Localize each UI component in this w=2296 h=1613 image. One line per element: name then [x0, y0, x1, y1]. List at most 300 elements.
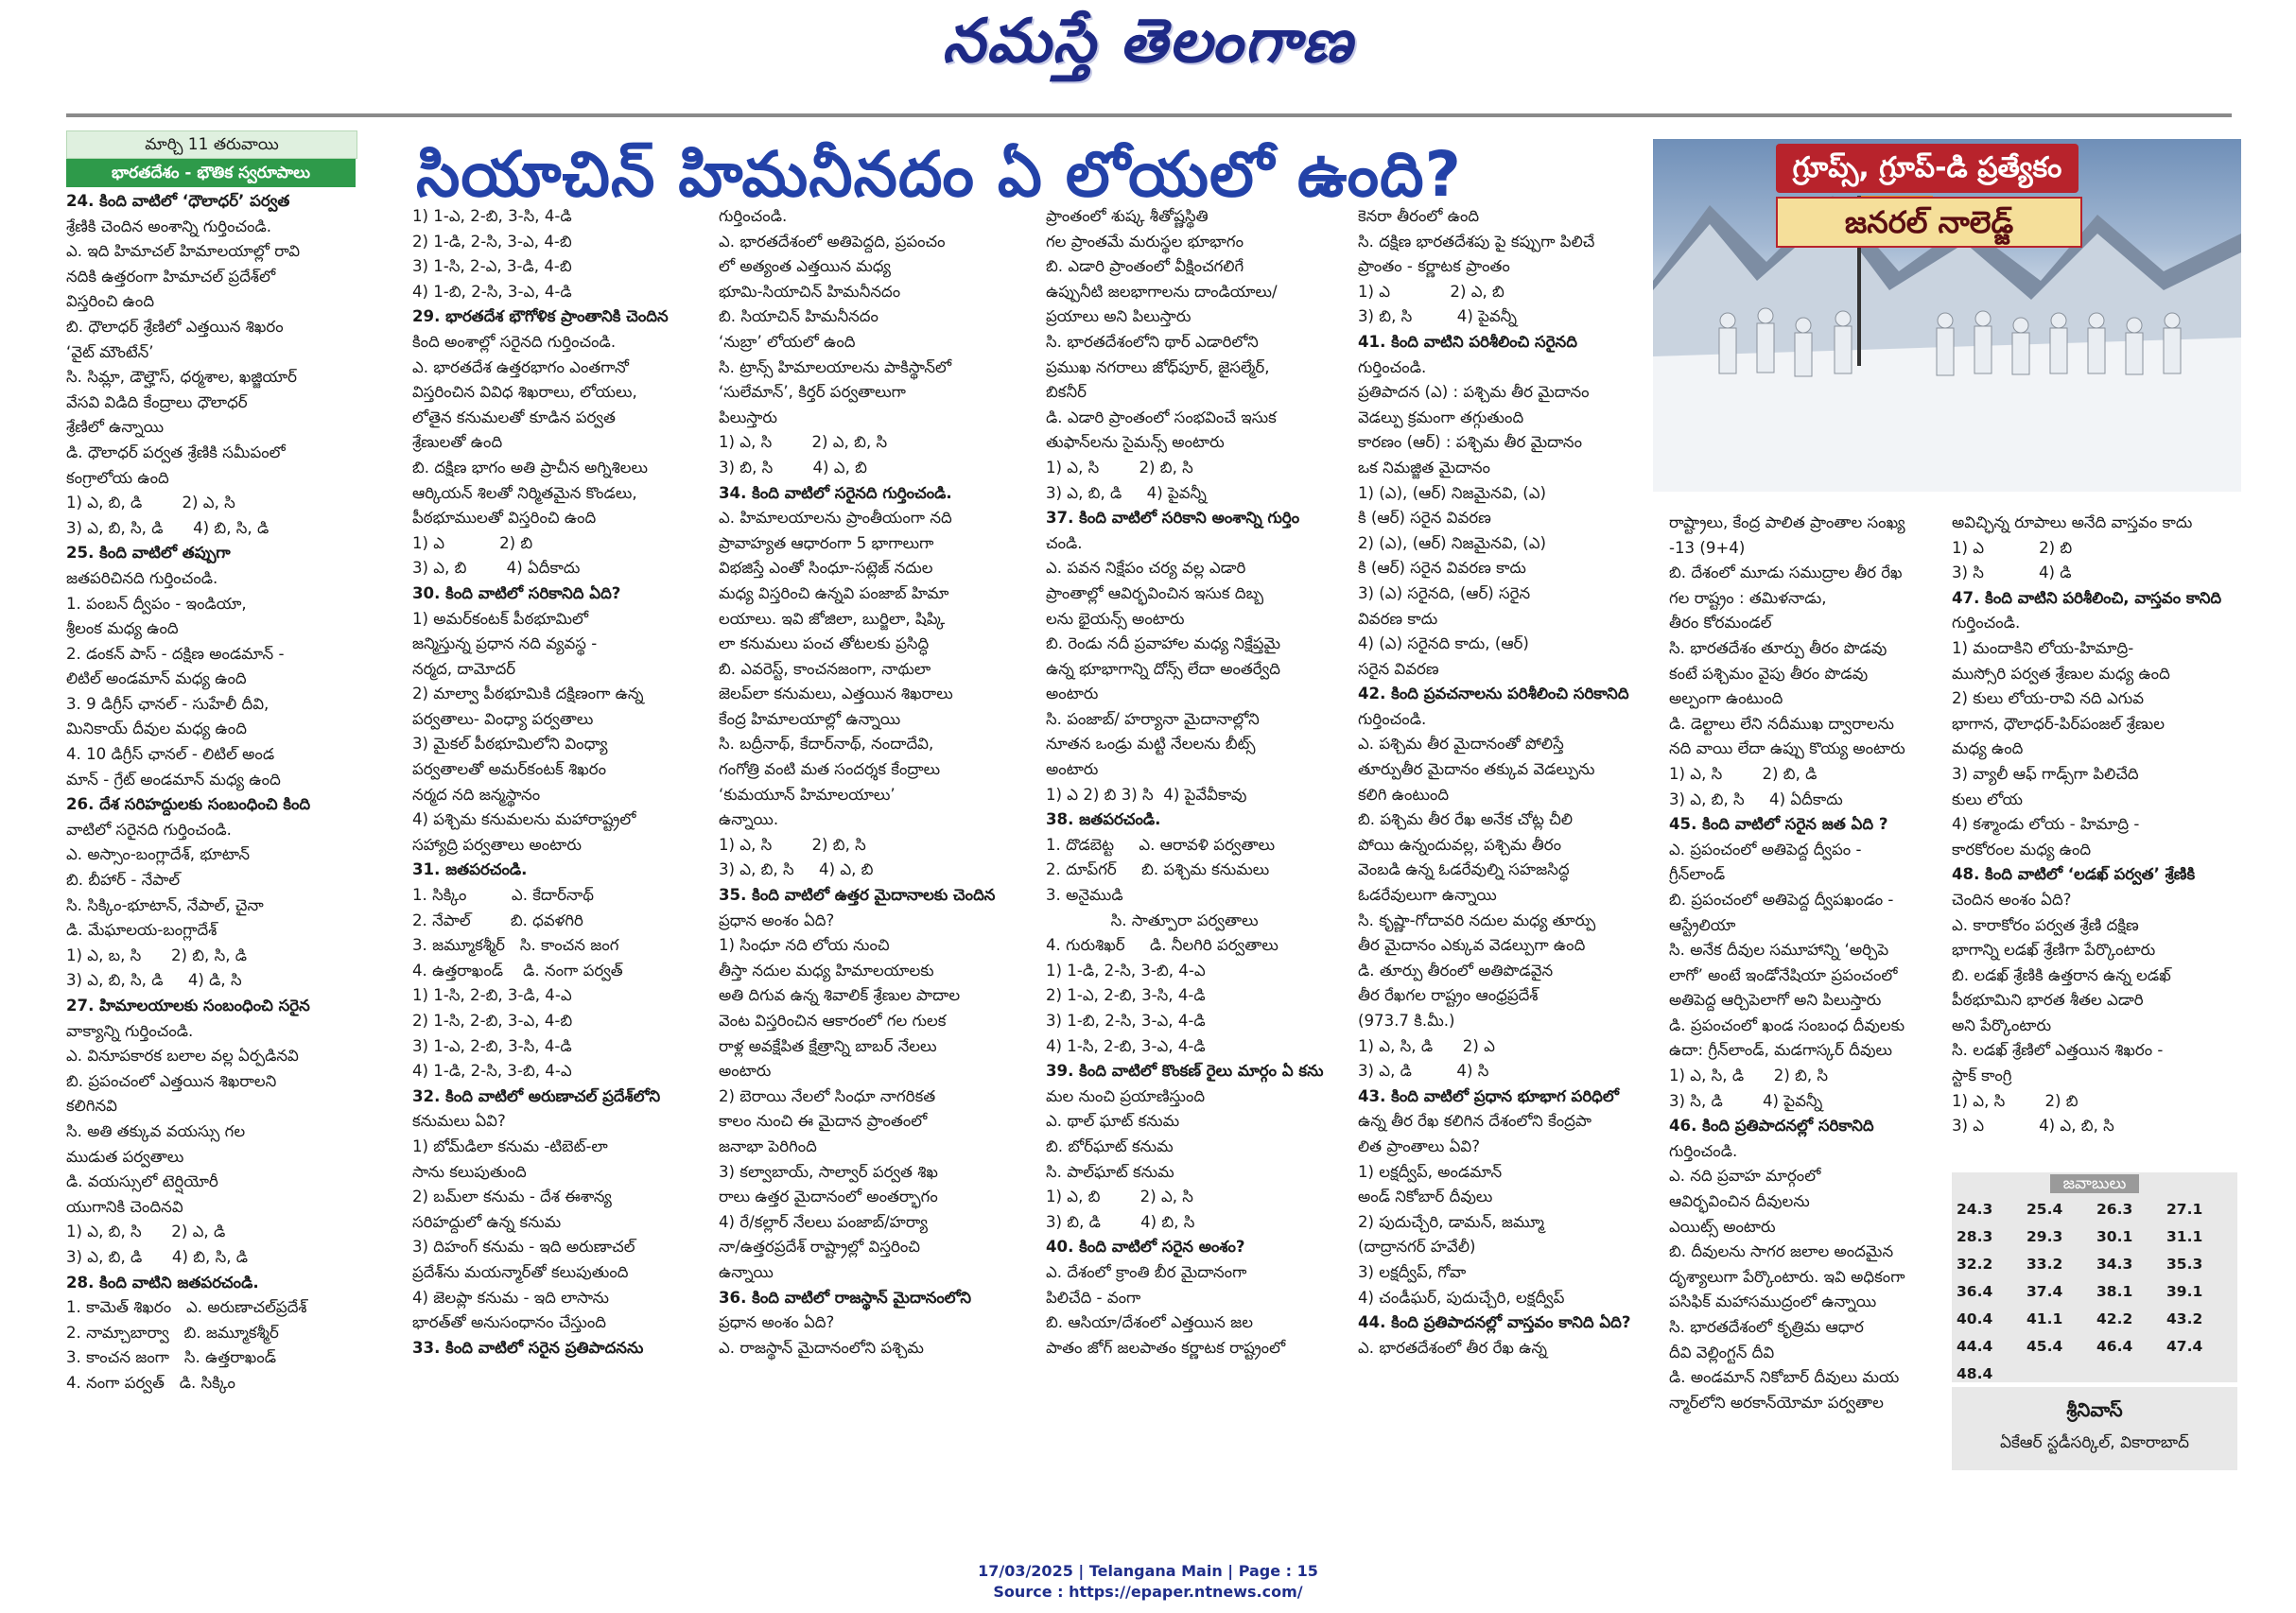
- text-line: 1) లక్షద్వీప్, అండమాన్: [1358, 1162, 1503, 1181]
- text-line: డి. మేఘాలయ-బంగ్లాదేశ్: [66, 921, 217, 940]
- text-line: గుర్తించండి.: [1358, 709, 1427, 728]
- text-line: విస్తరించిన వివిధ శిఖరాలు, లోయలు,: [412, 383, 637, 402]
- text-line: 3) ఎ, బి 4) ఏదీకాదు: [412, 559, 581, 578]
- text-line: 1) ఎ, సి 2) బి: [1952, 1091, 2079, 1110]
- text-line: కింది అంశాల్లో సరైనది గుర్తించండి.: [412, 332, 617, 351]
- answer-row: [1956, 1305, 2235, 1332]
- text-line: 1) ఎ 2) బి: [412, 533, 533, 552]
- text-line: బి. ధౌలాధర్ శ్రేణిలో ఎత్తయిన శిఖరం: [66, 317, 284, 336]
- text-line: కి (ఆర్) సరైన వివరణ: [1358, 509, 1491, 528]
- text-line: ఉన్నాయి: [719, 1262, 774, 1281]
- answer-cell: 47.4: [2166, 1337, 2203, 1355]
- text-line: 2) కులు లోయ-రావి నది ఎగువ: [1952, 689, 2145, 708]
- text-line: బికనీర్: [1046, 383, 1087, 402]
- text-line: 1) ఎ 2) బి 3) సి 4) పైవేవీకావు: [1046, 785, 1247, 804]
- text-line: లిటిల్ అండమాన్ మధ్య ఉంది: [66, 669, 247, 688]
- column-5: [1358, 204, 1653, 1361]
- text-line: 2. నేపాల్ బి. ధవళగిరి: [412, 911, 583, 929]
- text-line: 2) మాల్వా పీఠభూమికి దక్షిణంగా ఉన్న: [412, 685, 644, 703]
- text-line: బి. బోర్‌ఘాట్ కనుమ: [1046, 1136, 1174, 1155]
- text-line: 1) అమర్‌కంటక్ పీఠభూమిలో: [412, 609, 589, 628]
- text-line: ఒక నిమజ్జిత మైదానం: [1358, 458, 1490, 477]
- special-badge: గ్రూప్స్, గ్రూప్-డి ప్రత్యేకం: [1776, 144, 2079, 193]
- text-line: (973.7 కి.మీ.): [1358, 1012, 1455, 1030]
- text-line: అని పేర్కొంటారు: [1952, 1015, 2052, 1034]
- text-line: 4) చండీఘర్, పుదుచ్చేరి, లక్షద్వీప్: [1358, 1288, 1565, 1307]
- text-line: కారకోరంల మధ్య ఉంది: [1952, 840, 2092, 859]
- text-line: 3) ఎ, బి, సి 4) ఎ, బి: [719, 860, 874, 879]
- text-line: 4. నంగా పర్వత్ డి. సిక్కిం: [66, 1373, 235, 1392]
- text-line: 1) ఎ, సి, డి 2) ఎ: [1358, 1036, 1495, 1055]
- text-line: ఎ. భారతదేశంలో తీర రేఖ ఉన్న: [1358, 1338, 1548, 1357]
- answer-cell: 43.2: [2166, 1309, 2203, 1327]
- text-line: 1) 1-సి, 2-బి, 3-డి, 4-ఎ: [412, 986, 572, 1005]
- text-line: సి. పాల్‌ఘాట్ కనుమ: [1046, 1162, 1174, 1181]
- text-line: బి. దీవులను సాగర జలాల అందమైన: [1669, 1242, 1894, 1261]
- text-line: ప్రధాన అంశం ఏది?: [719, 1313, 835, 1332]
- text-line: 3) 1-సి, 2-ఎ, 3-డి, 4-బి: [412, 257, 572, 276]
- text-line: బి. సియాచిన్ హిమనీనదం: [719, 307, 878, 326]
- text-line: విభజిస్తే ఎంతో సింధూ-సట్లెజ్ నదుల: [719, 559, 933, 578]
- text-line: అంటారు: [719, 1062, 772, 1081]
- text-line: అతిపెద్ద ఆర్చిపెలాగో అని పిలుస్తారు: [1669, 991, 1882, 1010]
- text-line: పర్వతాలు- వింధ్యా పర్వతాలు: [412, 709, 594, 728]
- answer-cell: 26.3: [2096, 1200, 2133, 1218]
- text-line: బి. దక్షిణ భాగం అతి ప్రాచీన అగ్నిశిలలు: [412, 458, 649, 477]
- text-line: కలిగినవి: [66, 1097, 117, 1116]
- author-name: శ్రీనివాస్: [2066, 1398, 2123, 1421]
- text-line: ప్రముఖ నగరాలు జోధ్‌పూర్, జైసల్మేర్,: [1046, 357, 1270, 376]
- answer-cell: 32.2: [1957, 1255, 1993, 1273]
- text-line: ఎ. భారతదేశ ఉత్తరభాగం ఎంతగానో: [412, 357, 629, 376]
- answer-cell: [2166, 1360, 2235, 1387]
- answer-cell: 48.4: [1957, 1364, 1993, 1382]
- text-line: 46. కింది ప్రతిపాదనల్లో సరికానిది: [1669, 1117, 1874, 1136]
- text-line: శ్రేణికి చెందిన అంశాన్ని గుర్తించండి.: [66, 217, 272, 235]
- text-line: పసిఫిక్ మహాసముద్రంలో ఉన్నాయి: [1669, 1292, 1877, 1311]
- text-line: అంటారు: [1046, 685, 1099, 703]
- text-line: 1) 1-ఎ, 2-బి, 3-సి, 4-డి: [412, 207, 572, 225]
- text-line: 1) (ఎ), (ఆర్) నిజమైనవి, (ఎ): [1358, 483, 1546, 502]
- text-line: 1) ఎ, సి 2) బి, సి: [719, 835, 866, 854]
- text-line: తీస్తా నదుల మధ్య హిమాలయాలకు: [719, 961, 934, 980]
- text-line: చండి.: [1046, 533, 1083, 552]
- text-line: బి. బీహార్ - నేపాల్: [66, 871, 181, 890]
- text-line: గుర్తించండి.: [1669, 1141, 1738, 1160]
- author-box: [1952, 1387, 2237, 1470]
- text-line: 29. భారతదేశ భౌగోళిక ప్రాంతానికి చెందిన: [412, 307, 669, 326]
- text-line: ఎ. అస్సాం-బంగ్లాదేశ్, భూటాన్: [66, 845, 251, 864]
- text-line: జనాభా పెరిగింది: [719, 1136, 817, 1155]
- text-line: బి. ఆసియా/దేశంలో ఎత్తయిన జల: [1046, 1313, 1253, 1332]
- text-line: బి. రెండు నదీ ప్రవాహాల మధ్య నిక్షేప్తమై: [1046, 634, 1281, 653]
- text-line: సి. దక్షిణ భారతదేశపు పై కప్పుగా పిలిచే: [1358, 232, 1595, 251]
- text-line: మధ్య విస్తరించి ఉన్నవి పంజాబ్ హిమా: [719, 583, 949, 602]
- text-line: డి. ప్రపంచంలో ఖండ సంబంధ దీవులకు: [1669, 1015, 1905, 1034]
- column-4: [1046, 204, 1341, 1361]
- text-line: సి. సాత్పూరా పర్వతాలు: [1046, 911, 1259, 929]
- text-line: 1) ఎ, సి 2) బి, సి: [1046, 458, 1193, 477]
- topic-strip: భారతదేశం - భౌతిక స్వరూపాలు: [66, 159, 356, 187]
- text-line: బి. ఎడారి ప్రాంతంలో వీక్షించగలిగే: [1046, 257, 1244, 276]
- text-line: 3) ఎ, బి, డి 4) పైవన్నీ: [1046, 483, 1207, 502]
- text-line: శ్రేణిలో ఉన్నాయి: [66, 418, 165, 437]
- text-line: డి. అండమాన్ నికోబార్ దీవులు మయ: [1669, 1368, 1900, 1387]
- answer-key-title: జవాబులు: [1952, 1172, 2237, 1195]
- text-line: ఎ. కారాకోరం పర్వత శ్రేణి దక్షిణ: [1952, 915, 2139, 934]
- text-line: 1) ఎ 2) ఎ, బి: [1358, 282, 1505, 301]
- answer-key: [1952, 1172, 2237, 1382]
- text-line: 1. సిక్కిం ఎ. కేదార్‌నాథ్: [412, 886, 594, 905]
- text-line: 1) 1-డి, 2-సి, 3-బి, 4-ఎ: [1046, 961, 1206, 980]
- text-line: 30. కింది వాటిలో సరికానిది ఏది?: [412, 583, 621, 602]
- text-line: సరైన వివరణ: [1358, 659, 1439, 678]
- text-line: డి. తూర్పు తీరంలో అతిపొడవైన: [1358, 961, 1554, 980]
- text-line: 2) 1-సి, 2-బి, 3-ఎ, 4-బి: [412, 1012, 573, 1030]
- text-line: లాగో’ అంటే ఇండోనేషియా ప్రపంచంలో: [1669, 965, 1898, 984]
- answer-cell: 44.4: [1957, 1337, 1993, 1355]
- text-line: 3) ఎ, బి, సి, డి 4) డి, సి: [66, 971, 242, 990]
- text-line: 1) ఎ, సి, డి 2) బి, సి: [1669, 1067, 1829, 1085]
- footer-source: Source : https://epaper.ntnews.com/: [993, 1583, 1303, 1601]
- text-line: బి. ప్రపంచంలో అతిపెద్ద ద్వీపఖండం -: [1669, 890, 1894, 909]
- text-line: పీఠభూమిని భారత శీతల ఎడారి: [1952, 991, 2144, 1010]
- text-line: సాను కలుపుతుంది: [412, 1162, 527, 1181]
- text-line: వెడల్పు క్రమంగా తగ్గుతుంది: [1358, 408, 1524, 426]
- text-line: 41. కింది వాటిని పరిశీలించి సరైనది: [1358, 332, 1577, 351]
- text-line: 2) (ఎ), (ఆర్) నిజమైనవి, (ఎ): [1358, 533, 1546, 552]
- text-line: అల్పంగా ఉంటుంది: [1669, 689, 1783, 708]
- text-line: 1) మందాకిని లోయ-హిమాద్రి-: [1952, 638, 2134, 657]
- answer-table: [1956, 1195, 2235, 1387]
- text-line: ‘నుబ్రా’ లోయలో ఉంది: [719, 332, 856, 351]
- answer-cell: 46.4: [2096, 1337, 2133, 1355]
- text-line: ఎ. రాజస్థాన్ మైదానంలోని పశ్చిమ: [719, 1338, 924, 1357]
- text-line: పోయి ఉన్నందువల్ల, పశ్చిమ తీరం: [1358, 835, 1562, 854]
- text-line: 3) బి, సి 4) ఎ, బి: [719, 458, 867, 477]
- text-line: సరిహద్దులో ఉన్న కనుమ: [412, 1212, 562, 1231]
- text-line: ‘వైట్ మౌంటేన్’: [66, 342, 154, 361]
- text-line: 3) 1-ఎ, 2-బి, 3-సి, 4-డి: [412, 1036, 572, 1055]
- answer-cell: 25.4: [2026, 1200, 2063, 1218]
- text-line: తుఫాన్‌లను సైమన్స్ అంటారు: [1046, 433, 1225, 452]
- text-line: 42. కింది ప్రవచనాలను పరిశీలించి సరికానిది: [1358, 685, 1629, 703]
- answer-row: [1956, 1195, 2235, 1223]
- text-line: సి. సిక్కిం-భూటాన్, నేపాల్, చైనా: [66, 895, 264, 914]
- text-line: వెంట విస్తరించిన ఆకారంలో గల గులక: [719, 1012, 947, 1030]
- text-line: బి. దేశంలో మూడు సముద్రాల తీర రేఖ: [1669, 564, 1903, 582]
- text-line: జన్మిస్తున్న ప్రధాన నది వ్యవస్థ -: [412, 634, 598, 653]
- text-line: పిలుస్తారు: [719, 408, 777, 426]
- text-line: అవిచ్ఛిన్న రూపాలు అనేది వాస్తవం కాదు: [1952, 513, 2193, 531]
- text-line: ముడుత పర్వతాలు: [66, 1147, 184, 1166]
- text-line: మాన్ - గ్రేట్ అండమాన్ మధ్య ఉంది: [66, 770, 281, 789]
- text-line: 48. కింది వాటిలో ‘లడఖ్ పర్వత’ శ్రేణికి: [1952, 865, 2196, 884]
- text-line: కులు లోయ: [1952, 789, 2023, 808]
- masthead: [0, 0, 2296, 113]
- text-line: 4) (ఎ) సరైనది కాదు, (ఆర్): [1358, 634, 1529, 653]
- text-line: నదికి ఉత్తరంగా హిమాచల్ ప్రదేశ్‌లో: [66, 267, 276, 286]
- text-line: 3. అనైముడి: [1046, 886, 1123, 905]
- text-line: 2) బెరాయి నేలలో సింధూ నాగరికత: [719, 1086, 936, 1105]
- text-line: ఉన్న భూభాగాన్ని దోన్స్ లేదా అంతర్వేది: [1046, 659, 1280, 678]
- text-line: బి. లడఖ్ శ్రేణికి ఉత్తరాన ఉన్న లడఖ్: [1952, 965, 2171, 984]
- answer-row: [1956, 1223, 2235, 1250]
- text-line: 2) బమ్‌లా కనుమ - దేశ ఈశాన్య: [412, 1188, 612, 1206]
- text-line: 1) ఎ 2) బి: [1952, 538, 2073, 557]
- text-line: 38. జతపరచండి.: [1046, 810, 1161, 829]
- text-line: సి. బద్రీనాథ్, కేదార్‌నాథ్, నందాదేవి,: [719, 735, 934, 754]
- text-line: 3) మైకల్ పీఠభూమిలోని వింధ్యా: [412, 735, 608, 754]
- text-line: 3. జమ్మూకశ్మీర్ సి. కాంచన జంగ: [412, 936, 619, 955]
- text-line: చెందిన అంశం ఏది?: [1952, 890, 2072, 909]
- answer-row: [1956, 1250, 2235, 1277]
- text-line: 44. కింది ప్రతిపాదనల్లో వాస్తవం కానిది ఏది?: [1358, 1313, 1631, 1332]
- text-line: 33. కింది వాటిలో సరైన ప్రతిపాదనను: [412, 1338, 644, 1357]
- text-line: 26. దేశ సరిహద్దులకు సంబంధించి కింది: [66, 795, 311, 814]
- text-line: గుర్తించండి.: [1358, 357, 1427, 376]
- text-line: -13 (9+4): [1669, 538, 1746, 557]
- text-line: 35. కింది వాటిలో ఉత్తర మైదానాలకు చెందిన: [719, 886, 996, 905]
- text-line: భాగాన, ధౌలాధర్-పిర్‌పంజల్ శ్రేణుల: [1952, 714, 2166, 733]
- text-line: 2. నామ్చాబార్వా బి. జమ్మూకశ్మీర్: [66, 1323, 279, 1342]
- text-line: 3) 1-బి, 2-సి, 3-ఎ, 4-డి: [1046, 1012, 1206, 1030]
- text-line: సి. అనేక దీవుల సమూహాన్ని ‘అర్చిపె: [1669, 941, 1889, 960]
- text-line: జెలప్‌లా కనుమలు, ఎత్తయిన శిఖరాలు: [719, 685, 953, 703]
- text-line: జతపరిచిన‌ది గుర్తించండి.: [66, 568, 218, 587]
- text-line: ఎ. ప్రపంచంలో అతిపెద్ద ద్వీపం -: [1669, 840, 1862, 859]
- text-line: బి. ప్రపంచంలో ఎత్తయిన శిఖరాలని: [66, 1071, 277, 1090]
- text-line: గ్రీన్‌లాండ్: [1669, 865, 1726, 884]
- column-6: [1669, 511, 1964, 1415]
- text-line: గల రాష్ట్రం : తమిళనాడు,: [1669, 588, 1827, 607]
- text-line: కేంద్ర హిమాలయాల్లో ఉన్నాయి: [719, 709, 901, 728]
- text-line: ప్రాంతం - కర్ణాటక ప్రాంతం: [1358, 257, 1510, 276]
- text-line: ప్రయాలు అని పిలుస్తారు: [1046, 307, 1191, 326]
- text-line: గంగోత్రి వంటి మత సందర్శక కేంద్రాలు: [719, 760, 941, 779]
- text-line: దృశ్యాలుగా పేర్కొంటారు. ఇవి అధికంగా: [1669, 1267, 1905, 1286]
- text-line: లయాలు. ఇవి జోజిలా, బుర్జిలా, షిప్కి: [719, 609, 946, 628]
- text-line: ప్రతిపాదన (ఎ) : పశ్చిమ తీర మైదానం: [1358, 383, 1590, 402]
- answer-cell: 36.4: [1957, 1282, 1993, 1300]
- text-line: బి. ఎవరెస్ట్, కాంచనజంగా, నాథులా: [719, 659, 931, 678]
- text-line: సి. ట్రాన్స్ హిమాలయాలను పాకిస్థాన్‌లో: [719, 357, 952, 376]
- text-line: ఎ. భారతదేశంలో అతిపెద్దది, ప్రపంచం: [719, 232, 946, 251]
- answer-cell: 45.4: [2026, 1337, 2063, 1355]
- text-line: 3) లక్షద్వీప్, గోవా: [1358, 1262, 1467, 1281]
- text-line: 4. ఉత్తరాఖండ్ డి. నంగా పర్వత్: [412, 961, 623, 980]
- text-line: డి. ఎడారి ప్రాంతంలో సంభవించే ఇసుక: [1046, 408, 1277, 426]
- text-line: 36. కింది వాటిలో రాజస్థాన్ మైదానంలోని: [719, 1288, 972, 1307]
- answer-cell: 29.3: [2026, 1227, 2063, 1245]
- text-line: 1) ఎ, బి, డి 2) ఎ, సి: [66, 494, 235, 512]
- text-line: లిత ప్రాంతాలు ఏవి?: [1358, 1136, 1481, 1155]
- text-line: నర్మద, దామోదర్: [412, 659, 516, 678]
- answer-row: [1956, 1360, 2235, 1387]
- text-line: 2. దూప్‌గర్ బి. పశ్చిమ కనుమలు: [1046, 860, 1270, 879]
- text-line: తీర రేఖగల రాష్ట్రం ఆంధ్రప్రదేశ్: [1358, 986, 1539, 1005]
- text-line: 3) బి, డి 4) బి, సి: [1046, 1212, 1195, 1231]
- text-line: నది వాయి లేదా ఉప్పు కొయ్య అంటారు: [1669, 739, 1905, 758]
- text-line: 3) సి 4) డి: [1952, 564, 2072, 582]
- text-line: 24. కింది వాటిలో ‘ధౌలాధర్’ పర్వత: [66, 192, 290, 210]
- text-line: డి. డెల్టాలు లేని నదీముఖ ద్వారాలను: [1669, 714, 1894, 733]
- text-line: ఆవిర్భవించిన దీవులను: [1669, 1192, 1810, 1211]
- text-line: 3) ఎ 4) ఎ, బి, సి: [1952, 1117, 2114, 1136]
- text-line: పర్వతాలతో అమర్‌కంటక్ శిఖరం: [412, 760, 607, 779]
- text-line: ఉన్నాయి.: [719, 810, 779, 829]
- text-line: ‘కుమయూన్ హిమాలయాలు’: [719, 785, 896, 804]
- text-line: కి (ఆర్) సరైన వివరణ కాదు: [1358, 559, 1526, 578]
- text-line: ప్రాంతాల్లో ఆవిర్భవించిన ఇసుక దిబ్బ: [1046, 583, 1264, 602]
- text-line: ఎయిట్స్ అంటారు: [1669, 1217, 1776, 1236]
- text-line: భాగాన్ని లడఖ్ శ్రేణిగా పేర్కొంటారు: [1952, 941, 2156, 960]
- text-line: తీరం కోరమండల్: [1669, 614, 1772, 633]
- text-line: సి. సిమ్లా, డౌల్హౌస్, ధర్మశాల, ఖజ్జియార్: [66, 368, 298, 387]
- text-line: పీఠభూములతో విస్తరించి ఉంది: [412, 509, 597, 528]
- text-line: తీర మైదానం ఎక్కువ వెడల్పుగా ఉంది: [1358, 936, 1586, 955]
- author-organization: ఏకేఆర్ స్టడీసర్కిల్, వికారాబాద్: [1999, 1433, 2190, 1452]
- text-line: కంటే పశ్చిమం వైపు తీరం పొడవు: [1669, 664, 1869, 683]
- text-line: ఉదా: గ్రీన్‌లాండ్, మడగాస్కర్ దీవులు: [1669, 1041, 1893, 1060]
- text-line: ఓడరేవులుగా ఉన్నాయి: [1358, 886, 1497, 905]
- newspaper-logo: నమస్తే తెలంగాణ: [942, 6, 1354, 77]
- text-line: గుర్తించండి.: [1952, 614, 2021, 633]
- text-line: కనుమలు ఏవి?: [412, 1112, 506, 1131]
- text-line: 28. కింది వాటిని జతపరచండి.: [66, 1273, 259, 1292]
- text-line: 3. 9 డిగ్రీస్ ఛానల్ - సుహేలీ దీవి,: [66, 694, 270, 713]
- answer-cell: 30.1: [2096, 1227, 2133, 1245]
- section-badge: జనరల్ నాలెడ్జ్: [1776, 197, 2082, 248]
- text-line: సహ్యాద్రి పర్వతాలు అంటారు: [412, 835, 582, 854]
- text-line: సి. కృష్ణా-గోదావరి నదుల మధ్య తూర్పు: [1358, 911, 1596, 929]
- text-line: రాళ్ల అవక్షేపిత క్షేత్రాన్ని బాబర్ నేలలు: [719, 1036, 937, 1055]
- text-line: కాలం నుంచి ఈ మైదాన ప్రాంతంలో: [719, 1112, 928, 1131]
- text-line: ఆస్ట్రేలియా: [1669, 915, 1736, 934]
- text-line: ప్రాంతంలో శుష్క శీతోష్ణస్థితి: [1046, 207, 1209, 225]
- answer-cell: 38.1: [2096, 1282, 2133, 1300]
- text-line: 1. దొడబెట్ట ఎ. ఆరావళి పర్వతాలు: [1046, 835, 1276, 854]
- text-line: ఎ. దేశంలో క్రాంతి బీర మైదానంగా: [1046, 1262, 1247, 1281]
- text-line: కెనరా తీరంలో ఉంది: [1358, 207, 1480, 225]
- text-line: 3. కాంచన జంగా సి. ఉత్తరాఖండ్: [66, 1348, 277, 1367]
- text-line: ఎ. హిమాలయాలను ప్రాంతీయంగా నది: [719, 509, 952, 528]
- continuation-tag: మార్చి 11 తరువాయి: [66, 130, 357, 159]
- text-line: 4) జెలప్లా కనుమ - ఇది లాసాను: [412, 1288, 609, 1307]
- page-footer: [0, 1561, 2296, 1603]
- text-line: 4) 1-డి, 2-సి, 3-బి, 4-ఎ: [412, 1062, 572, 1081]
- text-line: 4) 1-సి, 2-బి, 3-ఎ, 4-డి: [1046, 1036, 1206, 1055]
- text-line: వాటిలో సరైనది గుర్తించండి.: [66, 820, 232, 839]
- text-line: 3) వ్యాలీ ఆఫ్ గాడ్స్‌గా పిలిచేది: [1952, 764, 2139, 783]
- text-line: 3) ఎ, బి, సి 4) ఏదీకాదు: [1669, 789, 1843, 808]
- text-line: 1) బోమ్‌డిలా కనుమ -టిబెట్-లా: [412, 1136, 608, 1155]
- text-line: 4) పశ్చిమ కనుమలను మహారాష్ట్రలో: [412, 810, 636, 829]
- text-line: 2) 1-ఎ, 2-బి, 3-సి, 4-డి: [1046, 986, 1206, 1005]
- answer-cell: 28.3: [1957, 1227, 1993, 1245]
- answer-cell: [2026, 1360, 2096, 1387]
- answer-cell: 33.2: [2026, 1255, 2063, 1273]
- text-line: 1. కామెత్ శిఖరం ఎ. అరుణాచల్‌ప్రదేశ్: [66, 1298, 307, 1317]
- text-line: 3) ఎ, డి 4) సి: [1358, 1062, 1489, 1081]
- column-3: [719, 204, 1014, 1361]
- text-line: దీవి వెల్లింగ్టన్ దీవి: [1669, 1343, 1775, 1362]
- text-line: డి. వయస్సులో టెర్షియోరీ: [66, 1172, 218, 1191]
- text-line: 4. గురుశిఖర్ డి. నీలగిరి పర్వతాలు: [1046, 936, 1278, 955]
- text-line: 1) ఎ, బి, సి 2) ఎ, డి: [66, 1223, 226, 1241]
- text-line: బి. పశ్చిమ తీర రేఖ అనేక చోట్ల చీలి: [1358, 810, 1574, 829]
- text-line: రాష్ట్రాలు, కేంద్ర పాలిత ప్రాంతాల సంఖ్య: [1669, 513, 1905, 531]
- text-line: సి. పంజాబ్/ హర్యానా మైదానాల్లోని: [1046, 709, 1260, 728]
- text-line: వెంబడి ఉన్న ఓడరేవుల్ని సహజసిద్ధ: [1358, 860, 1570, 879]
- text-line: 3) దిహంగ్ కనుమ - ఇది అరుణాచల్: [412, 1238, 635, 1257]
- text-line: 1) ఎ, బ, సి 2) బి, సి, డి: [66, 945, 248, 964]
- text-line: 39. కింది వాటిలో కొంకణ్ రైలు మార్గం ఏ కను: [1046, 1062, 1324, 1081]
- text-line: 32. కింది వాటిలో అరుణాచల్ ప్రదేశ్‌లోని: [412, 1086, 661, 1105]
- text-line: లోతైన కనుమలతో కూడిన పర్వత: [412, 408, 616, 426]
- text-line: భూమి-సియాచిన్ హిమనీనదం: [719, 282, 901, 301]
- text-line: నూతన ఒండ్రు మట్టి నేలలను బీట్స్: [1046, 735, 1256, 754]
- text-line: అండ్ నికోబార్ దీవులు: [1358, 1188, 1493, 1206]
- text-line: ఎ. థాల్ ఘాట్ కనుమ: [1046, 1112, 1180, 1131]
- footer-dateline: 17/03/2025 | Telangana Main | Page : 15: [978, 1562, 1318, 1580]
- text-line: ఎ. వినూపకారక బలాల వల్ల ఏర్పడినవి: [66, 1047, 299, 1066]
- text-line: కలిగి ఉంటుంది: [1358, 785, 1450, 804]
- text-line: 40. కింది వాటిలో సరైన అంశం?: [1046, 1238, 1245, 1257]
- text-line: ఎ. పశ్చిమ తీర మైదానంతో పోలిస్తే: [1358, 735, 1564, 754]
- text-line: 4. 10 డిగ్రీస్ ఛానల్ - లిటిల్ అండ: [66, 745, 275, 764]
- text-line: కారణం (ఆర్) : పశ్చిమ తీర మైదానం: [1358, 433, 1582, 452]
- text-line: 1) ఎ, బి 2) ఎ, సి: [1046, 1188, 1193, 1206]
- text-line: నర్మద నది జన్మస్థానం: [412, 785, 541, 804]
- text-line: మధ్య ఉంది: [1952, 739, 2024, 758]
- answer-cell: 34.3: [2096, 1255, 2133, 1273]
- column-2: [412, 204, 707, 1361]
- text-line: అతి దిగువ ఉన్న శివాలిక్ శ్రేణుల పాదాల: [719, 986, 961, 1005]
- text-line: 2) 1-డి, 2-సి, 3-ఎ, 4-బి: [412, 232, 572, 251]
- text-line: విస్తరించి ఉంది: [66, 292, 155, 311]
- text-line: మల నుంచి ప్రయాణిస్తుంది: [1046, 1086, 1206, 1105]
- text-line: 25. కింది వాటిలో తప్పుగా: [66, 544, 231, 563]
- text-line: 3) ఎ, బి, డి 4) బి, సి, డి: [66, 1247, 249, 1266]
- text-line: 4) 1-బి, 2-సి, 3-ఎ, 4-డి: [412, 282, 572, 301]
- text-line: ముస్సోరి పర్వత శ్రేణుల మధ్య ఉంది: [1952, 664, 2170, 683]
- answer-cell: [2096, 1360, 2166, 1387]
- answer-cell: 37.4: [2026, 1282, 2063, 1300]
- text-line: 2. డంకన్ పాస్ - దక్షిణ అండమాన్ -: [66, 644, 285, 663]
- text-line: 1) సింధూ నది లోయ నుంచి: [719, 936, 890, 955]
- text-line: ప్రదేశ్‌ను మయన్మార్‌తో కలుపుతుంది: [412, 1262, 629, 1281]
- text-line: వేసవి విడిది కేంద్రాలు ధౌలాధర్: [66, 392, 248, 411]
- text-line: 3) బి, సి 4) పైవన్నీ: [1358, 307, 1517, 326]
- text-line: 1. పంబన్ ద్వీపం - ఇండియా,: [66, 594, 247, 613]
- text-line: 31. జతపరచండి.: [412, 860, 528, 879]
- answer-cell: 42.2: [2096, 1309, 2133, 1327]
- text-line: సి. భారతదేశంలో కృత్రిమ ఆధార: [1669, 1318, 1864, 1336]
- text-line: శ్రీలంక మధ్య ఉంది: [66, 619, 179, 638]
- text-line: ఉప్పునీటి జలభాగాలను దాండియాలు/: [1046, 282, 1278, 301]
- text-line: 45. కింది వాటిలో సరైన జత ఏది ?: [1669, 815, 1888, 834]
- text-line: రాలు ఉత్తర మైదానంలో అంతర్భాగం: [719, 1188, 938, 1206]
- answer-cell: 41.1: [2026, 1309, 2063, 1327]
- text-line: తూర్పుతీర మైదానం తక్కువ వెడల్పును: [1358, 760, 1595, 779]
- text-line: స్టాక్ కాంగ్రి: [1952, 1067, 2012, 1085]
- text-line: 3) కల్వాబాయ్, సాల్వార్ పర్వత శిఖ: [719, 1162, 938, 1181]
- text-line: ప్రధాన అంశం ఏది?: [719, 911, 835, 929]
- text-line: భారత్‌తో అనుసంధానం చేస్తుంది: [412, 1313, 606, 1332]
- text-line: 37. కింది వాటిలో సరికాని అంశాన్ని గుర్తిం: [1046, 509, 1300, 528]
- text-line: ప్రావాహ్యత ఆధారంగా 5 భాగాలుగా: [719, 533, 934, 552]
